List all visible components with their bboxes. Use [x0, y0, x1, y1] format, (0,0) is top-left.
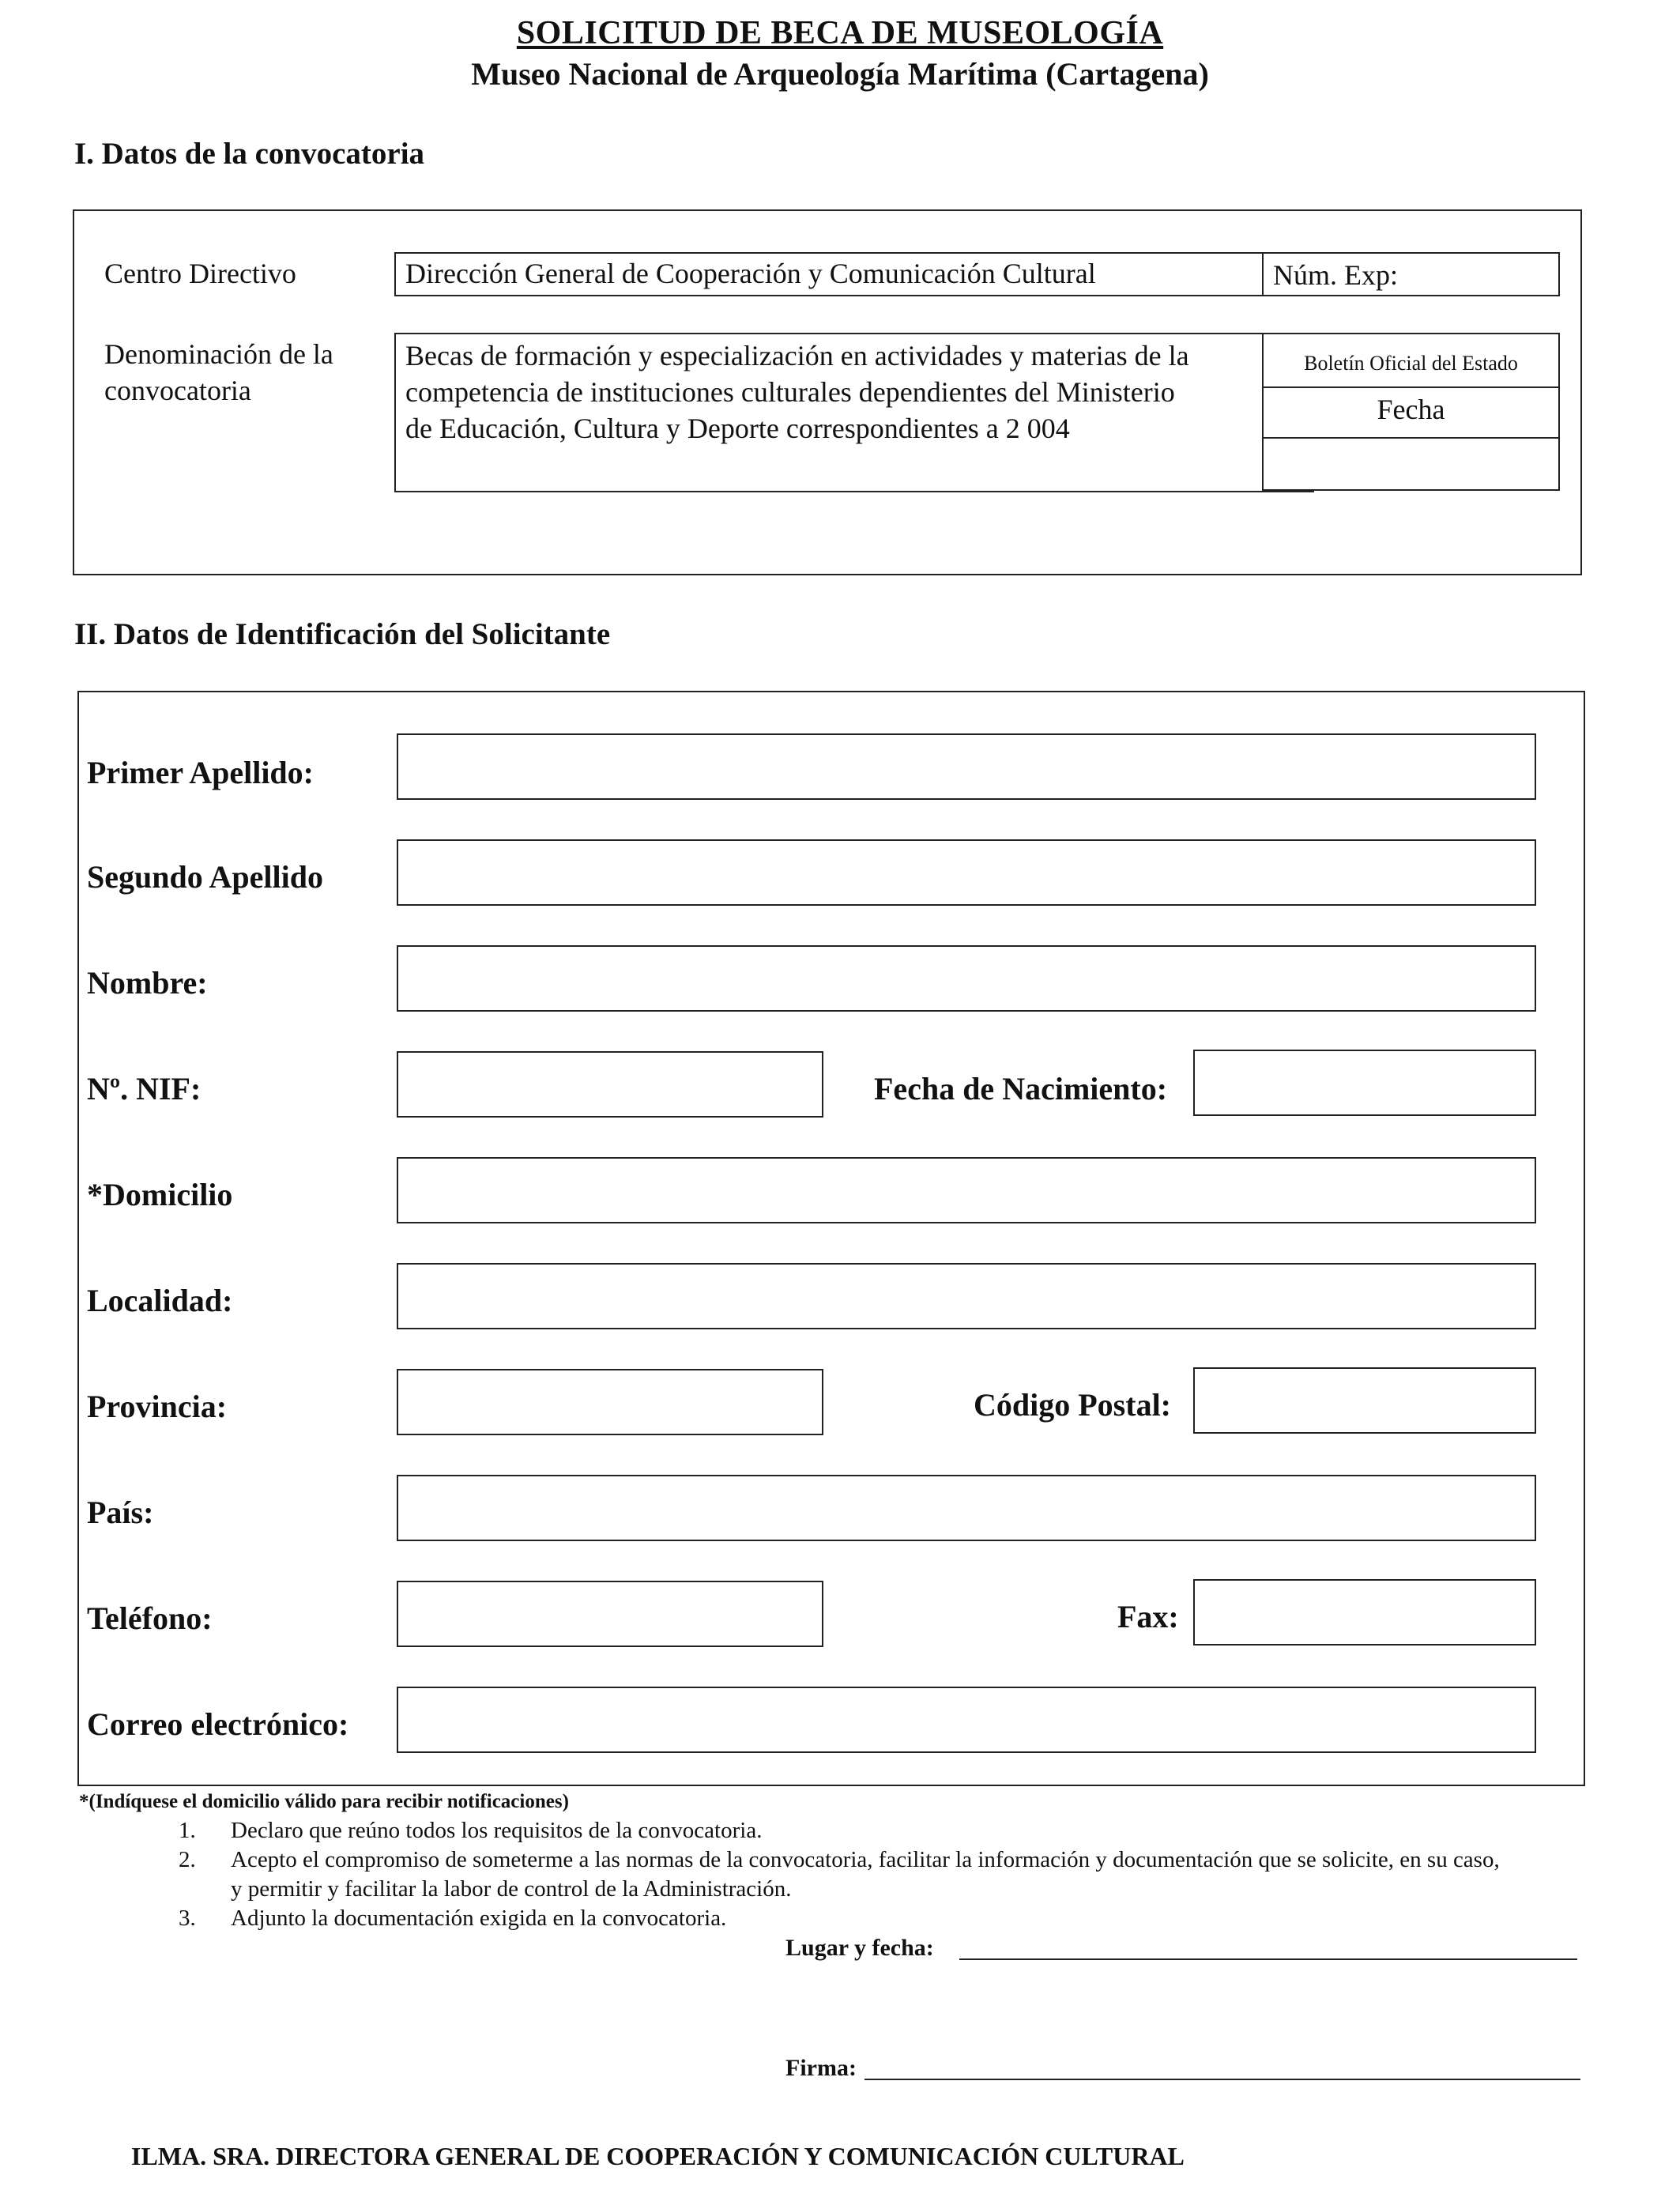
- convocatoria-box: [73, 209, 1582, 575]
- correo-label: Correo electrónico:: [87, 1706, 349, 1742]
- lugar-fecha-label: Lugar y fecha:: [785, 1935, 934, 1961]
- firma-label: Firma:: [785, 2055, 857, 2081]
- fecha-nacimiento-label: Fecha de Nacimiento:: [874, 1071, 1168, 1106]
- denominacion-value-line-3: de Educación, Cultura y Deporte correspondientes a 2 004: [405, 413, 1070, 444]
- denominacion-value-line-1: Becas de formación y especialización en actividades y materias de la: [405, 340, 1189, 371]
- codigo-postal-label: Código Postal:: [974, 1387, 1171, 1423]
- primer-apellido-field[interactable]: [397, 733, 1536, 800]
- note-item-text: Adjunto la documentación exigida en la convocatoria.: [231, 1906, 727, 1931]
- denominacion-label-1: Denominación de la: [104, 338, 333, 370]
- denominacion-label-2: convocatoria: [104, 375, 251, 406]
- pais-field[interactable]: [397, 1475, 1536, 1541]
- nif-field[interactable]: [397, 1051, 823, 1118]
- boe-divider: [1264, 386, 1558, 388]
- localidad-label: Localidad:: [87, 1283, 233, 1318]
- primer-apellido-label: Primer Apellido:: [87, 755, 314, 790]
- note-item-text: Declaro que reúno todos los requisitos de la convocatoria.: [231, 1818, 763, 1843]
- lugar-fecha-line[interactable]: [959, 1958, 1577, 1960]
- pais-label: País:: [87, 1495, 154, 1530]
- domicilio-field[interactable]: [397, 1157, 1536, 1223]
- boe-table: [1262, 333, 1560, 491]
- centro-directivo-label: Centro Directivo: [104, 258, 296, 289]
- telefono-field[interactable]: [397, 1581, 823, 1647]
- num-exp-label: Núm. Exp:: [1273, 259, 1398, 291]
- denominacion-field[interactable]: [394, 333, 1314, 492]
- fax-label: Fax:: [1117, 1599, 1179, 1634]
- telefono-label: Teléfono:: [87, 1600, 213, 1636]
- boe-fecha-field[interactable]: [1264, 439, 1558, 489]
- nombre-field[interactable]: [397, 945, 1536, 1012]
- note-item-text: Acepto el compromiso de someterme a las normas de la convocatoria, facilitar la información y documentación que se solicite, en su caso,: [231, 1847, 1500, 1872]
- provincia-label: Provincia:: [87, 1389, 228, 1424]
- solicitante-box: [77, 691, 1585, 1786]
- num-exp-field[interactable]: [1262, 252, 1560, 296]
- form-subtitle: Museo Nacional de Arqueología Marítima (Cartagena): [471, 56, 1209, 92]
- nombre-label: Nombre:: [87, 965, 208, 1001]
- domicilio-footnote: *(Indíquese el domicilio válido para recibir notificaciones): [79, 1791, 569, 1812]
- addressee: ILMA. SRA. DIRECTORA GENERAL DE COOPERACIÓN Y COMUNICACIÓN CULTURAL: [131, 2142, 1185, 2170]
- boe-fecha-label: Fecha: [1377, 394, 1445, 425]
- section-2-heading: II. Datos de Identificación del Solicitante: [74, 617, 611, 651]
- segundo-apellido-field[interactable]: [397, 839, 1536, 906]
- note-item-text-continued: y permitir y facilitar la labor de control de la Administración.: [231, 1876, 792, 1902]
- denominacion-value-line-2: competencia de instituciones culturales dependientes del Ministerio: [405, 376, 1175, 408]
- centro-directivo-field[interactable]: [394, 252, 1314, 296]
- fax-field[interactable]: [1193, 1579, 1536, 1646]
- segundo-apellido-label: Segundo Apellido: [87, 859, 324, 895]
- centro-directivo-value: Dirección General de Cooperación y Comunicación Cultural: [405, 258, 1096, 289]
- section-1-heading: I. Datos de la convocatoria: [74, 137, 425, 171]
- fecha-nacimiento-field[interactable]: [1193, 1050, 1536, 1116]
- provincia-field[interactable]: [397, 1369, 823, 1435]
- note-item-num: 1.: [179, 1818, 196, 1843]
- note-item-num: 2.: [179, 1847, 196, 1872]
- firma-line[interactable]: [864, 2079, 1580, 2080]
- localidad-field[interactable]: [397, 1263, 1536, 1329]
- boe-label: Boletín Oficial del Estado: [1304, 352, 1518, 375]
- correo-field[interactable]: [397, 1687, 1536, 1753]
- form-title: SOLICITUD DE BECA DE MUSEOLOGÍA: [516, 15, 1164, 51]
- note-item-num: 3.: [179, 1906, 196, 1931]
- nif-label: Nº. NIF:: [87, 1071, 202, 1106]
- domicilio-label: *Domicilio: [87, 1177, 233, 1212]
- codigo-postal-field[interactable]: [1193, 1367, 1536, 1434]
